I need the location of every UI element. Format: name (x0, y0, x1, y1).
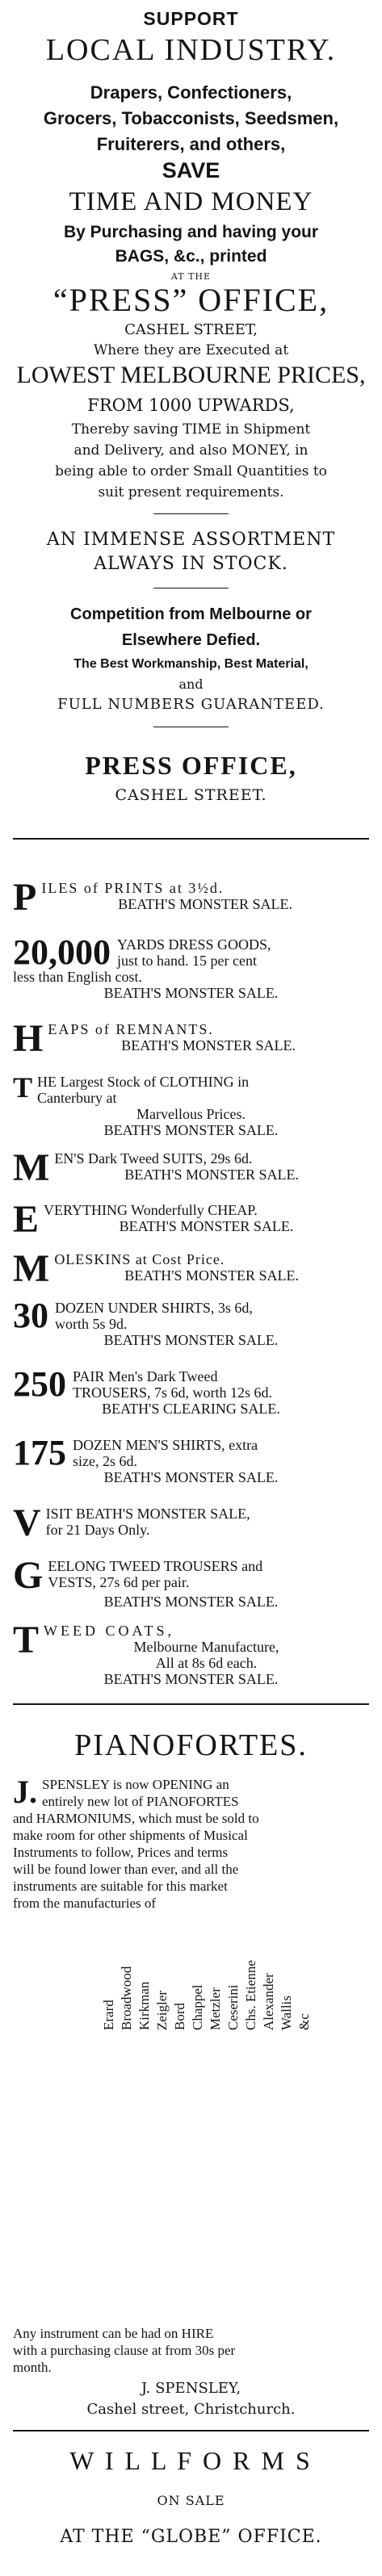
maker-name: Broadwood (119, 1966, 134, 2030)
ad-line: Marvellous Prices. (136, 1106, 246, 1122)
ad-line: BEATH'S MONSTER SALE. (103, 1469, 279, 1485)
beath-ad (13, 1247, 369, 1290)
ad-line: BEATH'S MONSTER SALE. (103, 985, 279, 1001)
time-money-heading: TIME AND MONEY (69, 187, 313, 216)
workmanship-line: and (178, 676, 204, 692)
maker-name: Bord (172, 2003, 187, 2030)
ad-line: EELONG TWEED TROUSERS and (48, 1558, 263, 1574)
body-line: month. (13, 2360, 52, 2375)
workmanship-line: The Best Workmanship, Best Material, (73, 657, 309, 671)
ad-line: BEATH'S MONSTER SALE. (103, 1332, 279, 1348)
bags-line: BAGS, &c., printed (115, 247, 267, 266)
beath-ad (13, 1071, 369, 1138)
ad-line: EN'S Dark Tweed SUITS, 29s 6d. (54, 1150, 253, 1167)
maker-name: Ceserini (225, 1984, 241, 2030)
ad-line: BEATH'S CLEARING SALE. (102, 1401, 280, 1417)
maker-name: Wallis (279, 1995, 294, 2030)
lowest-prices-heading: LOWEST MELBOURNE PRICES, (16, 362, 366, 388)
support-heading: SUPPORT (143, 8, 239, 29)
ad-line: BEATH'S MONSTER SALE. (103, 1671, 279, 1687)
beath-ad (13, 1364, 369, 1417)
ad-quantity: 250 (13, 1364, 66, 1404)
signature-name: J. SPENSLEY, (141, 2380, 241, 2397)
ad-line: BEATH'S MONSTER SALE. (124, 1167, 300, 1183)
assortment-line: ALWAYS IN STOCK. (94, 554, 288, 574)
ad-line: DOZEN MEN'S SHIRTS, extra (73, 1437, 258, 1453)
body-line: entirely new lot of PIANOFORTES (42, 1794, 239, 1809)
ad-line: Melbourne Manufacture, (133, 1639, 279, 1655)
beath-ad (13, 876, 369, 919)
beath-ad (13, 1619, 369, 1687)
from-1000-line: FROM 1000 UPWARDS, (87, 396, 295, 415)
local-industry-heading: LOCAL INDUSTRY. (45, 33, 337, 67)
maker-name: Zeigler (154, 1990, 170, 2030)
purchasing-line: By Purchasing and having your (63, 223, 319, 241)
section-rule (13, 838, 369, 840)
body-line: Any instrument can be had on HIRE (13, 2326, 214, 2341)
audience-line: Fruiterers, and others, (96, 134, 286, 154)
ad-line: TROUSERS, 7s 6d, worth 12s 6d. (73, 1384, 273, 1401)
body-line: will be found lower than ever, and all the (13, 1862, 239, 1877)
ad-line: BEATH'S MONSTER SALE. (119, 1218, 294, 1234)
maker-name: Metzler (208, 1987, 223, 2030)
hire-text (13, 2325, 369, 2376)
drop-initial: J. (13, 1774, 37, 1810)
cashel-street-footer: CASHEL STREET. (115, 786, 267, 804)
section-rule (13, 2430, 369, 2431)
drop-initial: M (13, 1146, 50, 1189)
beath-ad (13, 1198, 369, 1241)
ad-quantity: 30 (13, 1296, 48, 1335)
ad-line: BEATH'S MONSTER SALE. (124, 1267, 300, 1284)
ad-line: less than English cost. (13, 969, 142, 985)
will-forms-heading: W I L L F O R M S (69, 2446, 313, 2475)
body-line: make room for other shipments of Musical (13, 1828, 248, 1843)
executed-line: Where they are Executed at (93, 342, 289, 358)
saving-line: Thereby saving TIME in Shipment (71, 421, 311, 438)
ad-quantity: 20,000 (13, 932, 111, 972)
ad-line: All at 8s 6d each. (155, 1655, 258, 1671)
ad-line: BEATH'S MONSTER SALE. (103, 1594, 279, 1610)
body-line: instruments are suitable for this market (13, 1879, 228, 1894)
ad-line: YARDS DRESS GOODS, (117, 936, 271, 953)
on-sale-line: ON SALE (157, 2493, 225, 2508)
ad-line: OLESKINS at Cost Price. (54, 1251, 225, 1267)
ad-line: ILES of PRINTS at 3½d. (41, 880, 225, 896)
ad-quantity: 175 (13, 1433, 66, 1472)
section-rule (13, 1703, 369, 1705)
globe-office-line: AT THE “GLOBE” OFFICE. (60, 2527, 322, 2547)
divider (153, 513, 229, 514)
drop-initial: M (13, 1247, 50, 1290)
cashel-street-line: CASHEL STREET, (124, 321, 258, 338)
body-line: SPENSLEY is now OPENING an (42, 1777, 229, 1792)
maker-name: Chappel (190, 1984, 205, 2030)
press-office-heading: “PRESS” OFFICE, (52, 282, 330, 318)
ad-line: BEATH'S MONSTER SALE. (118, 896, 293, 912)
ad-line: ISIT BEATH'S MONSTER SALE, (45, 1506, 250, 1522)
ad-line: PAIR Men's Dark Tweed (73, 1368, 218, 1384)
assortment-line: AN IMMENSE ASSORTMENT (46, 530, 336, 550)
maker-name: Erard (101, 2000, 116, 2030)
drop-initial: T (13, 1071, 33, 1104)
ad-line: DOZEN UNDER SHIRTS, 3s 6d, (55, 1300, 253, 1316)
drop-initial: G (13, 1554, 44, 1597)
maker-list (101, 1933, 367, 2030)
beath-ad (13, 1017, 369, 1060)
pianofortes-body (13, 1776, 369, 1912)
ad-line: worth 5s 9d. (55, 1316, 128, 1332)
drop-initial: E (13, 1198, 40, 1241)
ad-line: VESTS, 27s 6d per pair. (48, 1574, 190, 1590)
body-line: with a purchasing clause at from 30s per (13, 2343, 236, 2358)
ad-line: WEED COATS, (44, 1623, 175, 1639)
signature-address: Cashel street, Christchurch. (86, 2401, 296, 2418)
ad-line: EAPS of REMNANTS. (48, 1021, 214, 1037)
audience-line: Grocers, Tobacconists, Seedsmen, (43, 108, 339, 128)
competition-line: Competition from Melbourne or (70, 605, 312, 623)
divider (153, 588, 229, 589)
drop-initial: P (13, 876, 37, 919)
save-heading: SAVE (162, 158, 220, 182)
at-the-label: AT THE (170, 271, 212, 282)
beath-ad (13, 1296, 369, 1348)
guaranteed-line: FULL NUMBERS GUARANTEED. (57, 696, 325, 713)
drop-initial: H (13, 1017, 44, 1060)
beath-ad (13, 1433, 369, 1485)
saving-line: suit present requirements. (98, 484, 284, 501)
pianofortes-heading: PIANOFORTES. (74, 1728, 308, 1762)
ad-line: Canterbury at (37, 1090, 117, 1106)
beath-ad (13, 1554, 369, 1610)
maker-name: Alexander (261, 1973, 276, 2030)
ad-line: BEATH'S MONSTER SALE. (121, 1037, 296, 1053)
ad-line: size, 2s 6d. (73, 1453, 137, 1469)
maker-name: &c (296, 2013, 312, 2030)
saving-line: and Delivery, and also MONEY, in (73, 442, 309, 459)
beath-ad (13, 1146, 369, 1189)
audience-line: Drapers, Confectioners, (90, 82, 292, 103)
ad-line: just to hand. 15 per cent (117, 953, 257, 969)
drop-initial: T (13, 1619, 40, 1661)
body-line: Instruments to follow, Prices and terms (13, 1845, 229, 1860)
beath-ad (13, 1502, 369, 1544)
saving-line: being able to order Small Quantities to (55, 463, 327, 480)
body-line: and HARMONIUMS, which must be sold to (13, 1811, 259, 1826)
ad-line: HE Largest Stock of CLOTHING in (37, 1074, 250, 1090)
body-line: from the manufacturies of (13, 1895, 157, 1911)
maker-name: Kirkman (136, 1981, 152, 2030)
ad-line: BEATH'S MONSTER SALE. (103, 1122, 279, 1138)
ad-line: VERYTHING Wonderfully CHEAP. (44, 1202, 258, 1218)
competition-line: Elsewhere Defied. (121, 631, 261, 649)
ad-line: for 21 Days Only. (45, 1522, 150, 1538)
drop-initial: V (13, 1502, 41, 1544)
press-office-footer: PRESS OFFICE, (85, 751, 297, 780)
maker-name: Chs. Etienne (243, 1960, 258, 2030)
beath-ad (13, 932, 369, 1001)
